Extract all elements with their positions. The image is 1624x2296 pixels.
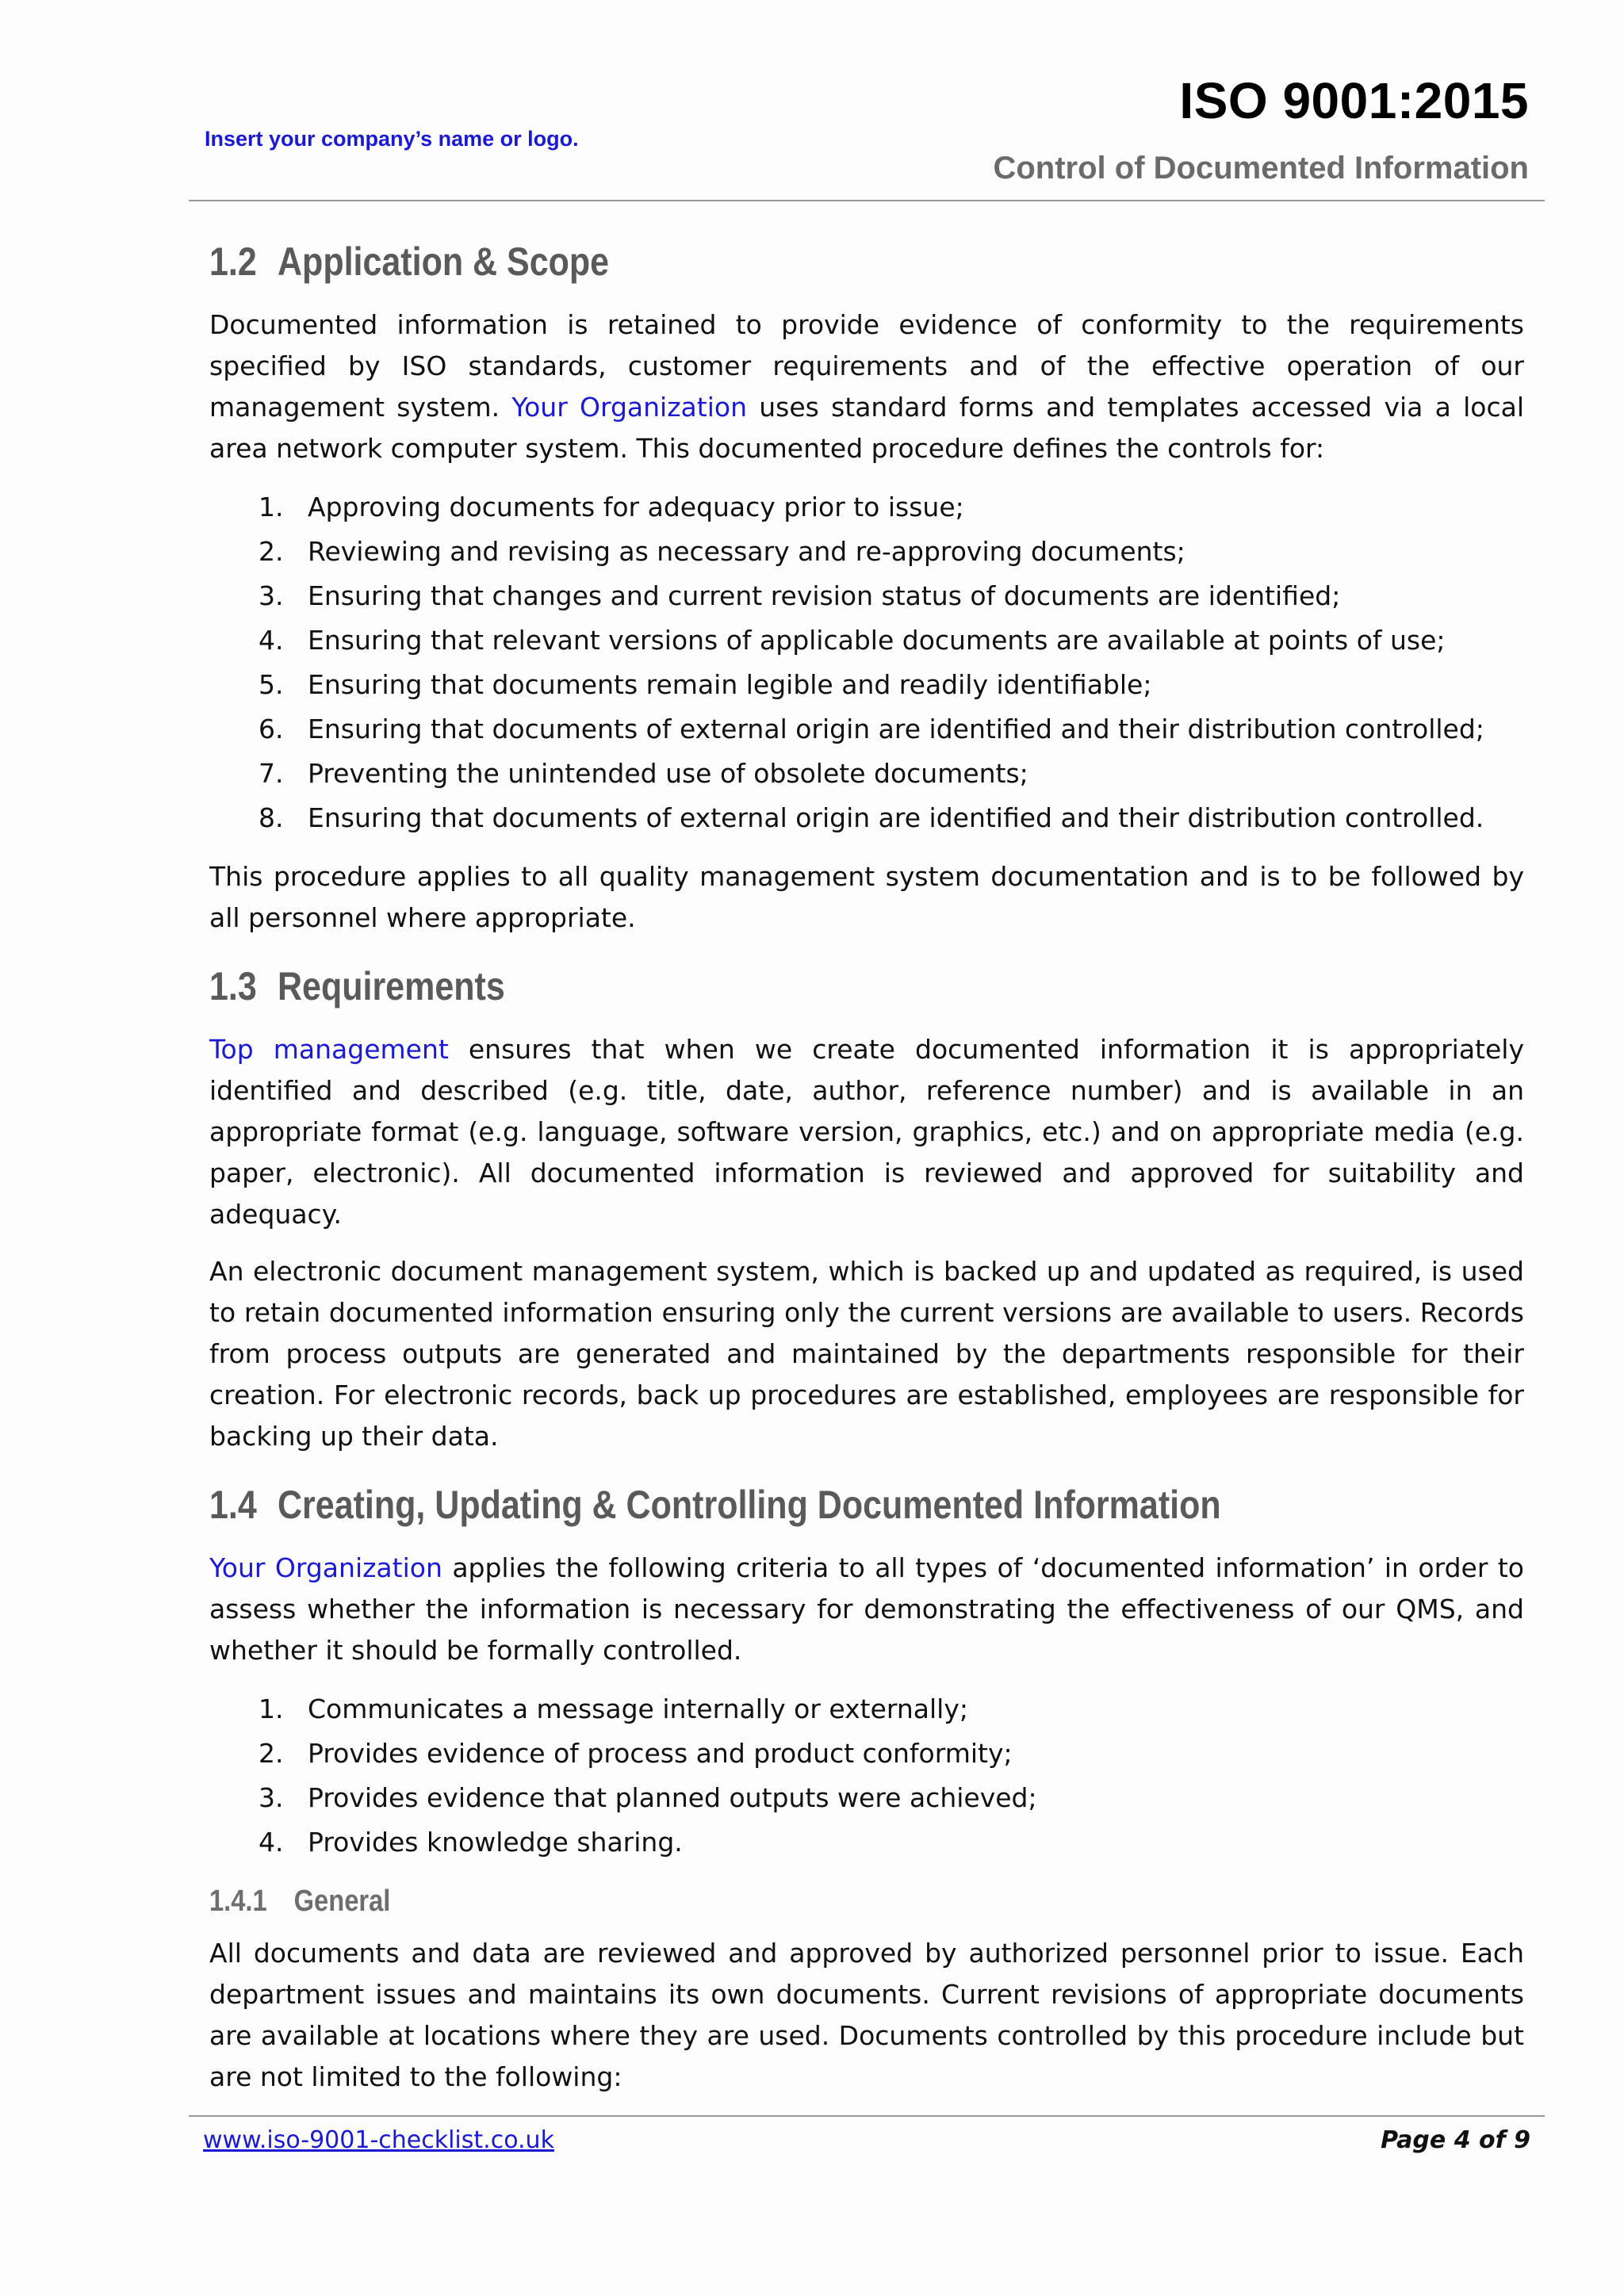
list-item: 3. Ensuring that changes and current revision status of documents are identified; (259, 580, 1341, 611)
paragraph: Your Organization applies the following criteria to all types of ‘documented information’ in order to assess whether the information is necessary for demonstrating the effectiveness of our QMS, and whether it should be formally controlled. (209, 1552, 1524, 1666)
list-item: 4. Ensuring that relevant versions of applicable documents are available at points of use; (259, 625, 1446, 656)
list-item: 5. Ensuring that documents remain legible and readily identifiable; (259, 669, 1152, 700)
page-number: Page 4 of 9 (1381, 2126, 1530, 2154)
section-number: 1.4 (209, 1483, 257, 1527)
organization-placeholder[interactable]: Your Organization (209, 1552, 442, 1583)
paragraph: Top management ensures that when we create documented information it is appropriately identified and described (e.g. title, date, author, reference number) and is available in an appropriate format (e.g. language, software version, graphics, etc.) and on appropriate media (e.g. paper, electronic). All documented information is reviewed and approved for suitability and adequacy. (209, 1034, 1524, 1230)
list-item: 1. Approving documents for adequacy prior to issue; (259, 492, 964, 522)
section-heading-1-3 (209, 955, 1340, 1018)
section-title: Creating, Updating & Controlling Documented Information (278, 1483, 1221, 1527)
section-number: 1.3 (209, 964, 257, 1008)
list-item: 4. Provides knowledge sharing. (259, 1827, 683, 1858)
organization-placeholder[interactable]: Your Organization (511, 392, 747, 423)
section-number: 1.2 (209, 239, 257, 284)
controls-list (209, 485, 1524, 840)
section-title: Application & Scope (278, 239, 610, 284)
page-footer (189, 2115, 1545, 2164)
criteria-list (209, 1687, 1524, 1865)
list-item: 1. Communicates a message internally or externally; (259, 1693, 968, 1724)
list-item: 8. Ensuring that documents of external origin are identified and their distribution controlled. (259, 802, 1484, 833)
paragraph: All documents and data are reviewed and approved by authorized personnel prior to issue. Each department issues and maintains its own documents. Current revisions of appropriate documents are available at locations where they are used. Documents controlled by this procedure include but are not limited to the following: (209, 1938, 1524, 2092)
paragraph: An electronic document management system, which is backed up and updated as required, is used to retain documented information ensuring only the current versions are available to users. Records from process outputs are generated and maintained by the departments responsible for their creation. For electronic records, back up procedures are established, employees are responsible for backing up their data. (209, 1256, 1524, 1452)
subsection-title: General (293, 1885, 391, 1918)
paragraph: This procedure applies to all quality management system documentation and is to be followed by all personnel where appropriate. (209, 861, 1524, 933)
subsection-number: 1.4.1 (209, 1885, 267, 1918)
page-content (209, 230, 1524, 2114)
company-logo-placeholder[interactable]: Insert your company’s name or logo. (205, 127, 579, 151)
document-title: Control of Documented Information (993, 151, 1529, 186)
list-item: 7. Preventing the unintended use of obsolete documents; (259, 758, 1028, 789)
section-heading-1-4 (209, 1473, 1340, 1536)
standard-title: ISO 9001:2015 (1179, 72, 1529, 129)
top-management-placeholder[interactable]: Top management (209, 1034, 449, 1065)
page-header (189, 0, 1545, 201)
paragraph: Documented information is retained to provide evidence of conformity to the requirements specified by ISO standards, customer requirements and of the effective operation of our management system. Your Organization uses standard forms and templates accessed via a local area network computer system. This documented procedure defines the controls for: (209, 309, 1524, 464)
subsection-heading-1-4-1 (209, 1881, 1340, 1922)
website-link[interactable]: www.iso-9001-checklist.co.uk (203, 2126, 554, 2154)
list-item: 2. Provides evidence of process and product conformity; (259, 1738, 1013, 1769)
section-title: Requirements (278, 964, 505, 1008)
list-item: 6. Ensuring that documents of external origin are identified and their distribution controlled; (259, 714, 1484, 744)
list-item: 2. Reviewing and revising as necessary and re-approving documents; (259, 536, 1185, 567)
list-item: 3. Provides evidence that planned outputs were achieved; (259, 1782, 1037, 1813)
section-heading-1-2 (209, 230, 1340, 293)
